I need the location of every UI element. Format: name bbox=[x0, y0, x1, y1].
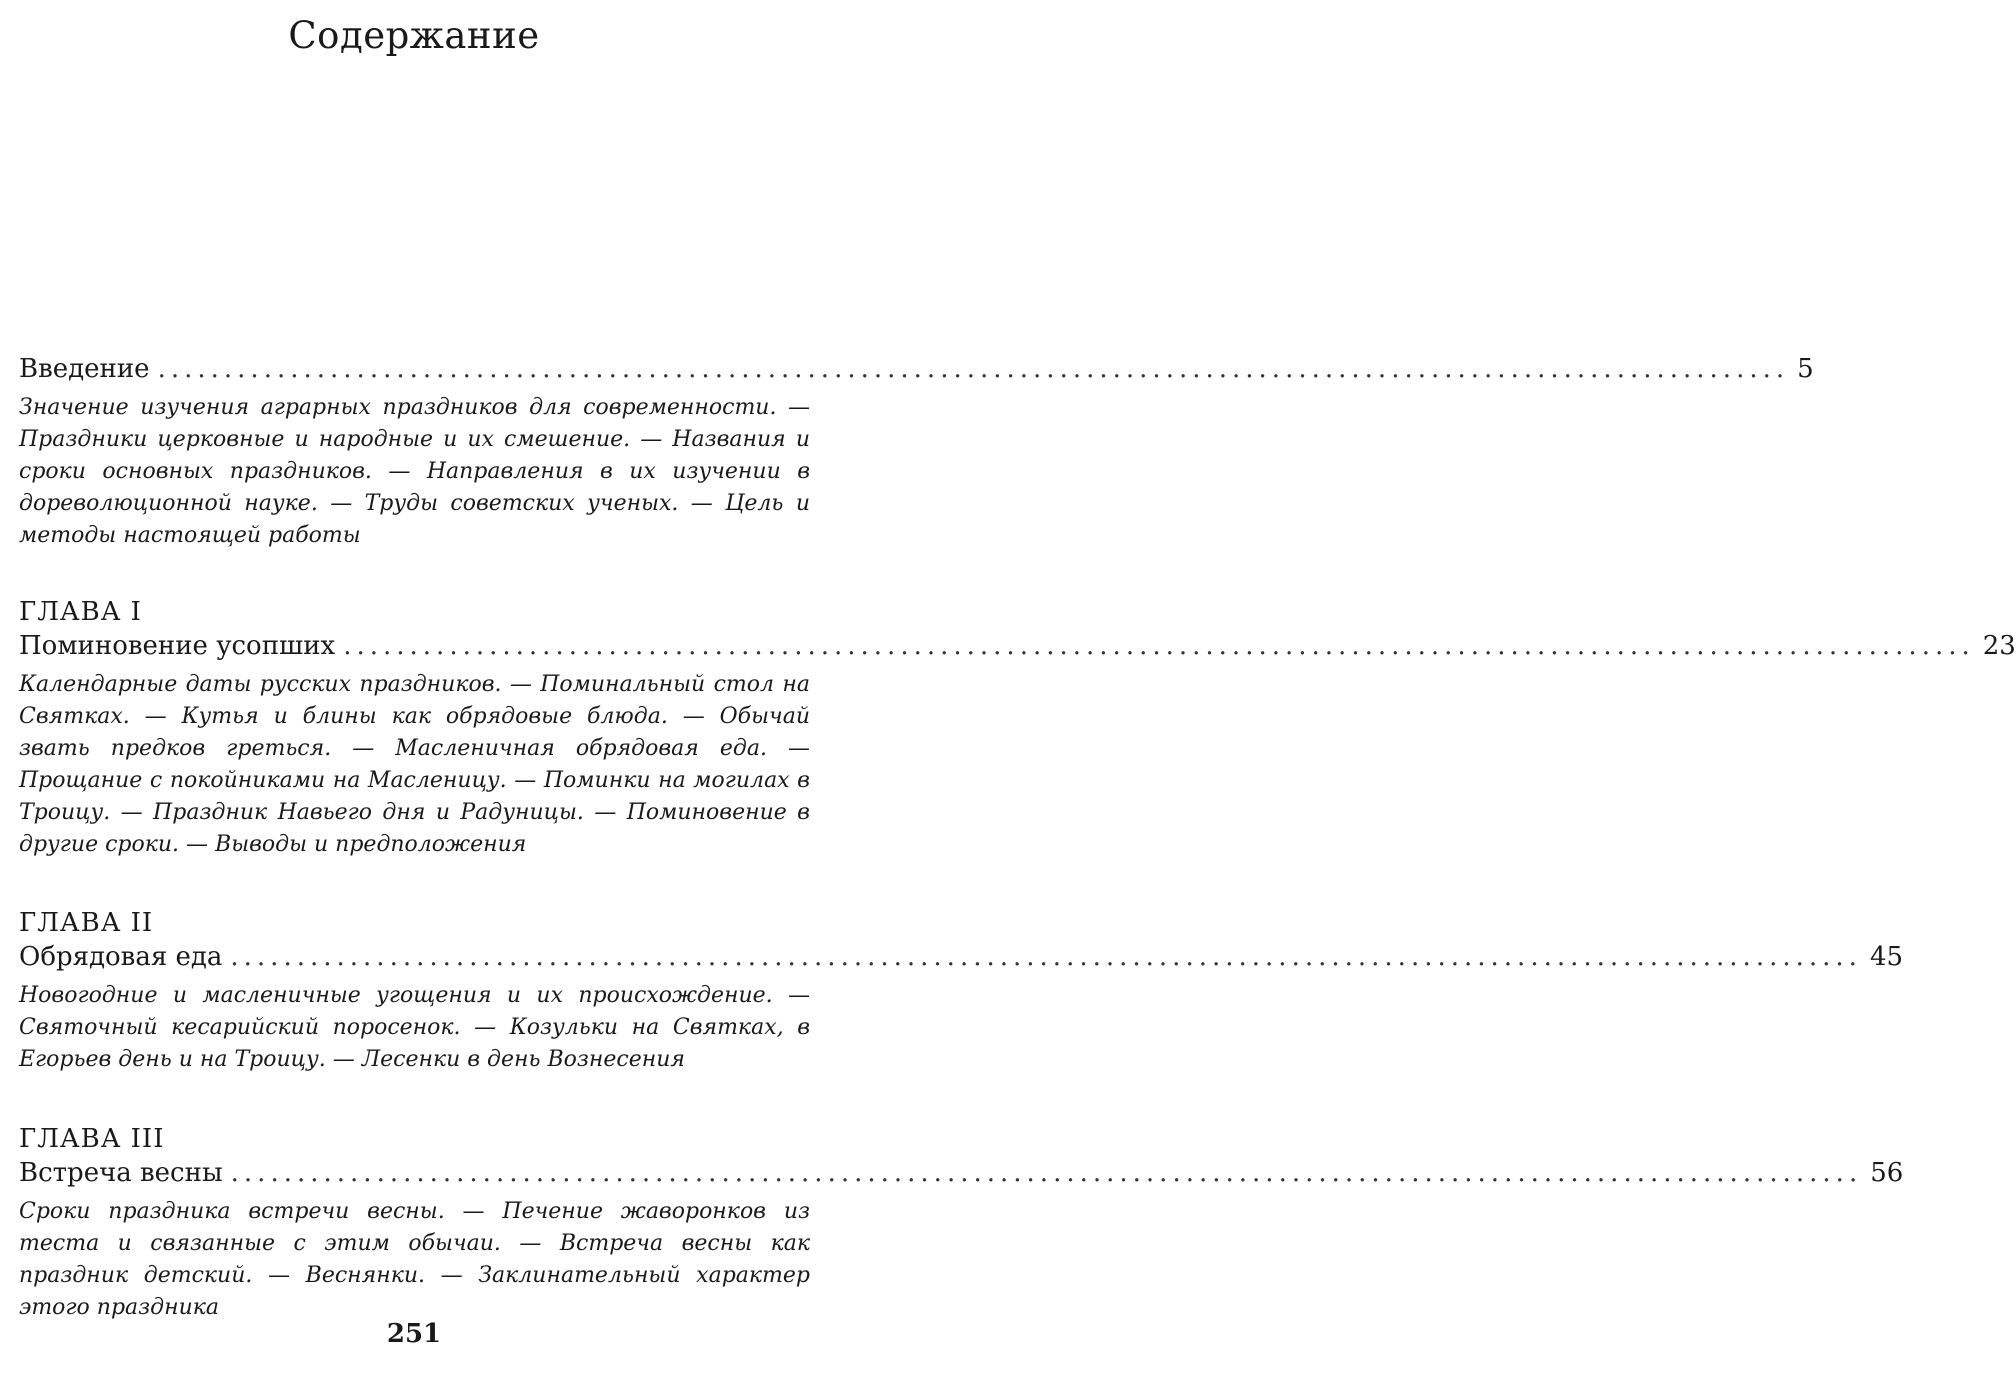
toc-entry-chapter-2 bbox=[19, 906, 1904, 1076]
page-number: 251 bbox=[386, 1319, 442, 1349]
toc-entry-heading: Поминовение усопших bbox=[19, 631, 336, 661]
chapter-label: ГЛАВА III bbox=[19, 1124, 165, 1154]
toc-entry-chapter-1 bbox=[19, 595, 2016, 861]
toc-entry-line[interactable] bbox=[19, 629, 2016, 663]
toc-entry-chapter-3 bbox=[19, 1122, 1904, 1324]
toc-entry-introduction bbox=[19, 352, 1814, 552]
toc-entry-page: 23 bbox=[1982, 631, 2016, 661]
dot-leader: ........................................................................................................................... bbox=[343, 631, 1975, 661]
chapter-label: ГЛАВА I bbox=[19, 597, 142, 627]
toc-entry-page: 5 bbox=[1797, 354, 1814, 384]
dot-leader: ........................................................................................................................... bbox=[230, 942, 1862, 972]
toc-entry-line[interactable] bbox=[19, 1156, 1904, 1190]
toc-entry-heading: Встреча весны bbox=[19, 1158, 223, 1188]
page-title: Содержание bbox=[288, 14, 540, 57]
toc-entry-line[interactable] bbox=[19, 352, 1814, 386]
toc-entry-summary: Календарные даты русских праздников. — Поминальный стол на Святках. — Кутья и блины как обрядовые блюда. — Обычай звать предков греться. — Масленичная обрядовая еда. — Прощание с покойниками на Масленицу. — Поминки на могилах в Троицу. — Праздник Навьего дня и Радуницы. — Поминовение в другие сроки. — Выводы и предположения bbox=[19, 672, 810, 857]
toc-entry-summary: Новогодние и масленичные угощения и их происхождение. — Святочный кесарийский поросенок. — Козульки на Святках, в Егорьев день и на Троицу. — Лесенки в день Вознесения bbox=[19, 983, 810, 1072]
chapter-label: ГЛАВА II bbox=[19, 908, 154, 938]
toc-entry-page: 45 bbox=[1869, 942, 1904, 972]
toc-entry-summary: Значение изучения аграрных праздников для современности. — Праздники церковные и народные и их смешение. — Названия и сроки основных праздников. — Направления в их изучении в дореволюционной науке. — Труды советских ученых. — Цель и методы настоящей работы bbox=[19, 395, 810, 548]
toc-entry-heading: Введение bbox=[19, 354, 150, 384]
dot-leader: ........................................................................................................................... bbox=[157, 354, 1790, 384]
toc-entry-summary: Сроки праздника встречи весны. — Печение жаворонков из теста и связанные с этим обычаи. — Встреча весны как праздник детский. — Веснянки. — Заклинательный характер этого праздника bbox=[19, 1199, 810, 1320]
dot-leader: ........................................................................................................................... bbox=[230, 1158, 1863, 1188]
toc-entry-heading: Обрядовая еда bbox=[19, 942, 223, 972]
toc-entry-page: 56 bbox=[1870, 1158, 1904, 1188]
toc-entry-line[interactable] bbox=[19, 940, 1904, 974]
